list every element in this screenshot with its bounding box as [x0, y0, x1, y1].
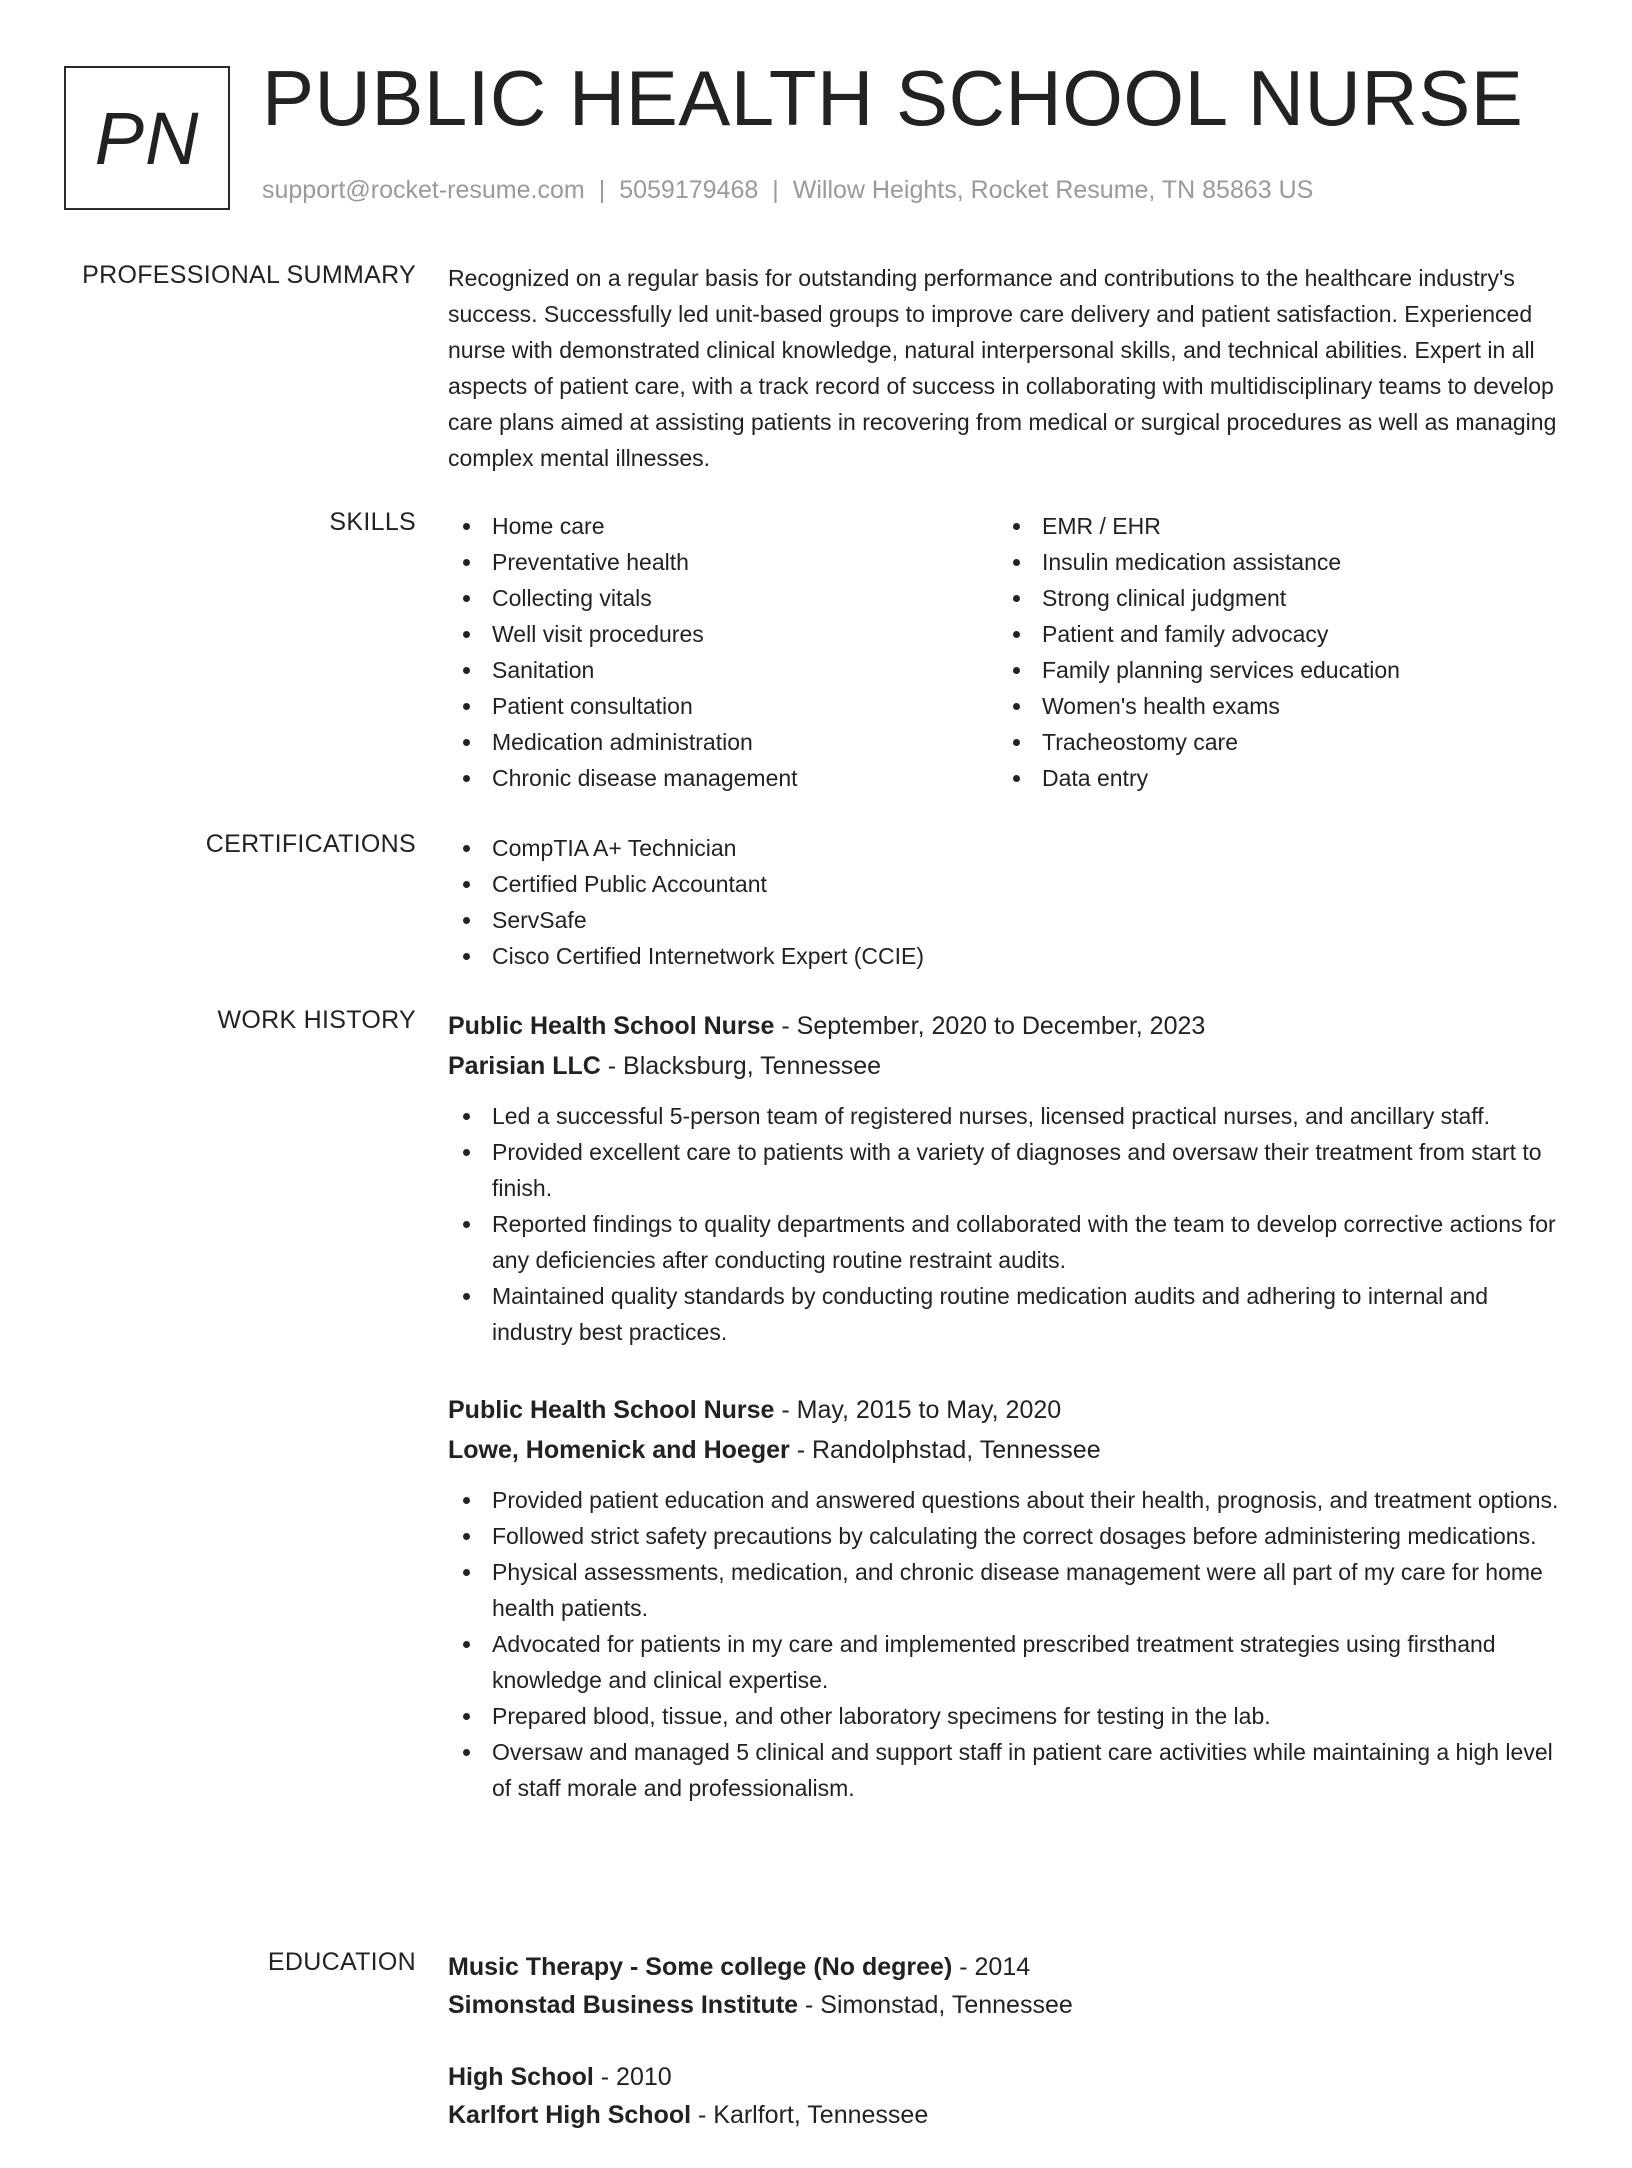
job-location: - Randolphstad, Tennessee: [789, 1436, 1101, 1464]
monogram-logo: PN: [64, 66, 230, 210]
section-title: EDUCATION: [267, 1948, 416, 1976]
job-role: Public Health School Nurse: [448, 1396, 775, 1424]
job-dates: - September, 2020 to December, 2023: [774, 1012, 1206, 1040]
skill-item: Women's health exams: [998, 688, 1548, 724]
contact-line: [262, 176, 1313, 205]
section-title: SKILLS: [329, 508, 416, 536]
skills-list-left: [448, 508, 998, 796]
job-duty-item: Followed strict safety precautions by calculating the correct dosages before administering medications.: [448, 1518, 1568, 1554]
section-title: PROFESSIONAL SUMMARY: [82, 261, 416, 289]
job-role: Public Health School Nurse: [448, 1012, 775, 1040]
section-title: WORK HISTORY: [217, 1006, 416, 1034]
education-school-line: [448, 2096, 1568, 2134]
job-duty-item: Physical assessments, medication, and chronic disease management were all part of my care for home health patients.: [448, 1554, 1568, 1626]
skill-item: Chronic disease management: [448, 760, 998, 796]
education-degree-line: [448, 1948, 1568, 1986]
job-company: Lowe, Homenick and Hoeger: [448, 1436, 790, 1464]
job-title-line: [448, 1006, 1568, 1046]
education-school: Simonstad Business Institute: [448, 1991, 799, 2019]
skill-item: Patient consultation: [448, 688, 998, 724]
skill-item: Home care: [448, 508, 998, 544]
contact-email: support@rocket-resume.com: [262, 176, 585, 204]
summary-text: Recognized on a regular basis for outstanding performance and contributions to the healthcare industry's success. Successfully led unit-based groups to improve care delivery and patient satisfaction. Experienced nurse with demonstrated clinical knowledge, natural interpersonal skills, and technical abilities. Expert in all aspects of patient care, with a track record of success in collaborating with multidisciplinary teams to develop care plans aimed at assisting patients in recovering from medical or surgical procedures as well as managing complex mental illnesses.: [448, 265, 1557, 471]
education-degree-line: [448, 2058, 1568, 2096]
job-title-line: [448, 1390, 1568, 1430]
skill-item: Medication administration: [448, 724, 998, 760]
job-duty-item: Prepared blood, tissue, and other laboratory specimens for testing in the lab.: [448, 1698, 1568, 1734]
job-entry: [448, 1390, 1568, 1806]
job-entry: [448, 1006, 1568, 1350]
contact-phone: 5059179468: [619, 176, 759, 204]
skill-item: Patient and family advocacy: [998, 616, 1548, 652]
skill-item: Tracheostomy care: [998, 724, 1548, 760]
skill-item: Data entry: [998, 760, 1548, 796]
job-company-line: [448, 1430, 1568, 1470]
job-duties: [448, 1482, 1568, 1806]
skill-item: Strong clinical judgment: [998, 580, 1548, 616]
skill-item: Preventative health: [448, 544, 998, 580]
job-location: - Blacksburg, Tennessee: [600, 1052, 882, 1080]
certification-item: CompTIA A+ Technician: [448, 830, 1568, 866]
education-degree: High School: [448, 2063, 594, 2091]
job-duties: [448, 1098, 1568, 1350]
certification-item: Certified Public Accountant: [448, 866, 1568, 902]
skill-item: Collecting vitals: [448, 580, 998, 616]
education-list: [448, 1948, 1568, 2168]
page-title: PUBLIC HEALTH SCHOOL NURSE: [262, 54, 1524, 142]
job-duty-item: Provided patient education and answered questions about their health, prognosis, and treatment options.: [448, 1482, 1568, 1518]
job-duty-item: Provided excellent care to patients with a variety of diagnoses and oversaw their treatment from start to finish.: [448, 1134, 1568, 1206]
skills-list-right: [998, 508, 1548, 796]
skill-item: EMR / EHR: [998, 508, 1548, 544]
jobs-list: [448, 1006, 1568, 1846]
section-title: CERTIFICATIONS: [205, 830, 416, 858]
separator: |: [772, 176, 779, 204]
education-year: - 2010: [593, 2063, 672, 2091]
contact-address: Willow Heights, Rocket Resume, TN 85863 US: [792, 176, 1314, 204]
job-duty-item: Oversaw and managed 5 clinical and support staff in patient care activities while maintaining a high level of staff morale and professionalism.: [448, 1734, 1568, 1806]
education-location: - Simonstad, Tennessee: [798, 1991, 1073, 2019]
job-duty-item: Advocated for patients in my care and implemented prescribed treatment strategies using firsthand knowledge and clinical expertise.: [448, 1626, 1568, 1698]
education-school: Karlfort High School: [448, 2101, 692, 2129]
education-degree: Music Therapy - Some college (No degree): [448, 1953, 953, 1981]
skill-item: Family planning services education: [998, 652, 1548, 688]
job-dates: - May, 2015 to May, 2020: [774, 1396, 1062, 1424]
certifications-list: [448, 830, 1568, 974]
job-duty-item: Reported findings to quality departments and collaborated with the team to develop corrective actions for any deficiencies after conducting routine restraint audits.: [448, 1206, 1568, 1278]
job-duty-item: Maintained quality standards by conducting routine medication audits and adhering to internal and industry best practices.: [448, 1278, 1568, 1350]
education-entry: [448, 2058, 1568, 2134]
separator: |: [598, 176, 606, 204]
education-year: - 2014: [952, 1953, 1031, 1981]
education-entry: [448, 1948, 1568, 2024]
job-company-line: [448, 1046, 1568, 1086]
certification-item: ServSafe: [448, 902, 1568, 938]
job-company: Parisian LLC: [448, 1052, 601, 1080]
skill-item: Sanitation: [448, 652, 998, 688]
skill-item: Well visit procedures: [448, 616, 998, 652]
certification-item: Cisco Certified Internetwork Expert (CCIE): [448, 938, 1568, 974]
skill-item: Insulin medication assistance: [998, 544, 1548, 580]
education-school-line: [448, 1986, 1568, 2024]
job-duty-item: Led a successful 5-person team of registered nurses, licensed practical nurses, and ancillary staff.: [448, 1098, 1568, 1134]
education-location: - Karlfort, Tennessee: [691, 2101, 929, 2129]
